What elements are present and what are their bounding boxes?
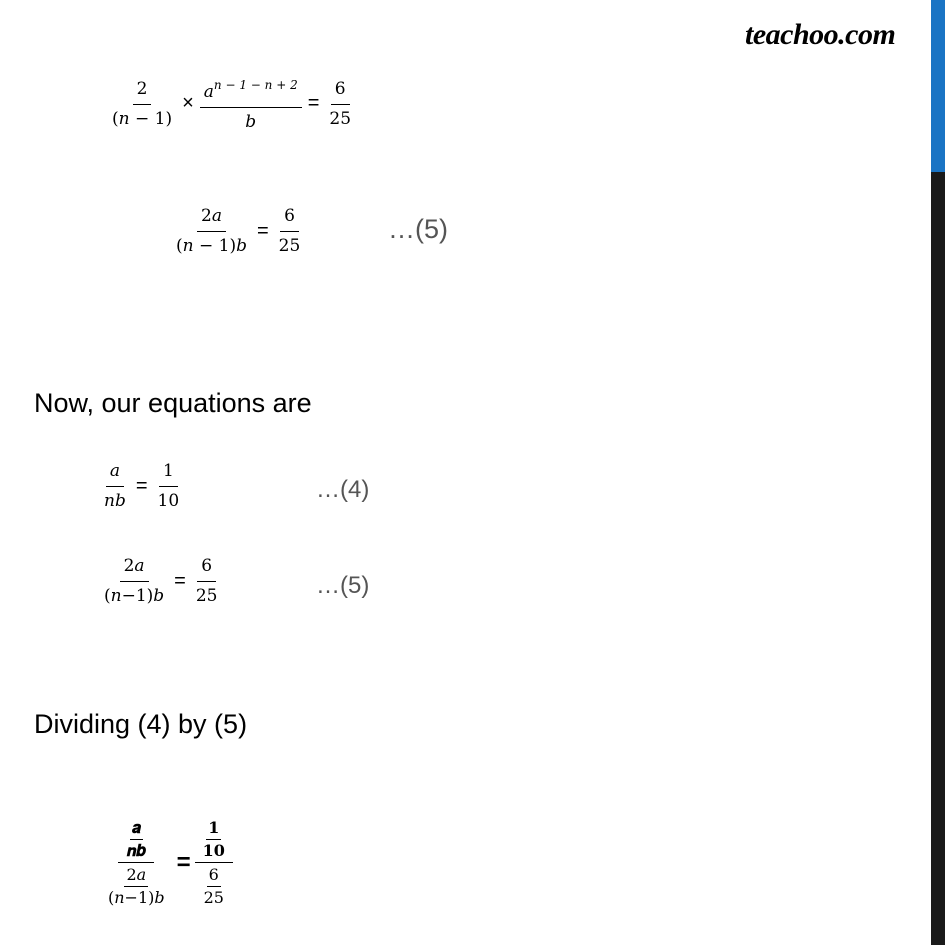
equation-step-1 xyxy=(108,74,355,133)
numerator: 2 xyxy=(133,78,152,105)
dividing-text: Dividing (4) by (5) xyxy=(34,709,248,739)
equation-tag-4: …(4) xyxy=(316,476,370,503)
denominator: 𝑏 xyxy=(245,112,257,132)
fraction-2a-over-n-minus-1-b xyxy=(100,555,168,607)
vertical-scrollbar[interactable] xyxy=(931,0,945,945)
fraction-2a-over-n-minus-1-b xyxy=(172,205,251,257)
exponent: 𝑛 − 1 − 𝑛 + 2 xyxy=(213,78,298,92)
equals-sign: = xyxy=(135,474,148,497)
denominator: 𝑛𝑏 xyxy=(104,491,126,511)
fraction-power-over-b xyxy=(200,74,302,133)
fraction-2-over-n-minus-1 xyxy=(108,78,176,130)
denominator: (𝑛 − 1)𝑏 xyxy=(176,236,247,256)
equals-sign: = xyxy=(307,92,320,114)
numerator: 6 xyxy=(280,205,299,232)
fraction-1-over-10 xyxy=(154,460,184,512)
fraction-6-over-25 xyxy=(192,555,222,607)
fraction-6-over-25 xyxy=(275,205,305,257)
complex-denominator xyxy=(100,863,173,907)
numerator: 2𝑎 xyxy=(124,865,148,887)
denominator: (𝑛−1)𝑏 xyxy=(108,888,165,907)
equation-4 xyxy=(100,460,183,512)
complex-fraction-right xyxy=(195,818,233,907)
denominator: 25 xyxy=(195,586,218,606)
denominator: 𝒏𝒃 xyxy=(126,841,147,860)
denominator: 25 xyxy=(329,108,352,129)
teachoo-logo: teachoo.com xyxy=(745,18,896,51)
equals-sign: = xyxy=(174,569,186,592)
fraction-1-over-10-bold xyxy=(201,818,227,860)
fraction-2a-over-n-minus-1-b xyxy=(106,865,167,907)
numerator: 1 xyxy=(159,460,178,487)
complex-numerator xyxy=(195,818,233,863)
denominator: 25 xyxy=(203,888,224,907)
equation-step-2 xyxy=(172,205,304,257)
intro-text: Now, our equations are xyxy=(34,388,312,418)
numerator: 2𝑎 xyxy=(197,205,226,232)
equation-tag-5-second: …(5) xyxy=(316,572,370,599)
numerator: 6 xyxy=(331,78,350,105)
equation-5 xyxy=(100,555,221,607)
fraction-a-over-nb xyxy=(100,460,130,512)
fraction-6-over-25 xyxy=(202,865,226,907)
complex-denominator xyxy=(196,863,232,907)
denominator: 𝟏𝟎 xyxy=(202,841,225,860)
numerator xyxy=(200,74,302,108)
denominator: (𝑛−1)𝑏 xyxy=(104,586,165,606)
numerator: 6 xyxy=(197,555,216,582)
denominator: 10 xyxy=(157,491,180,511)
numerator: 𝒂 xyxy=(130,818,143,840)
equals-sign: = xyxy=(256,219,269,242)
complex-numerator xyxy=(118,818,154,863)
denominator: 25 xyxy=(278,236,301,256)
numerator: 𝑎 xyxy=(106,460,124,487)
times-sign: × xyxy=(182,92,194,114)
equation-tag-5: …(5) xyxy=(388,214,448,244)
complex-fraction-left xyxy=(100,818,173,907)
fraction-6-over-25 xyxy=(325,78,355,130)
fraction-a-over-nb-bold xyxy=(124,818,148,860)
numerator: 2𝑎 xyxy=(120,555,149,582)
denominator: (𝑛 − 1) xyxy=(112,108,173,129)
numerator: 𝟏 xyxy=(206,818,221,840)
numerator: 6 xyxy=(207,865,221,887)
scrollbar-thumb[interactable] xyxy=(931,0,945,172)
base: 𝑎 xyxy=(203,82,214,102)
equals-sign: = xyxy=(176,848,191,876)
complex-fraction-equation xyxy=(100,818,233,907)
